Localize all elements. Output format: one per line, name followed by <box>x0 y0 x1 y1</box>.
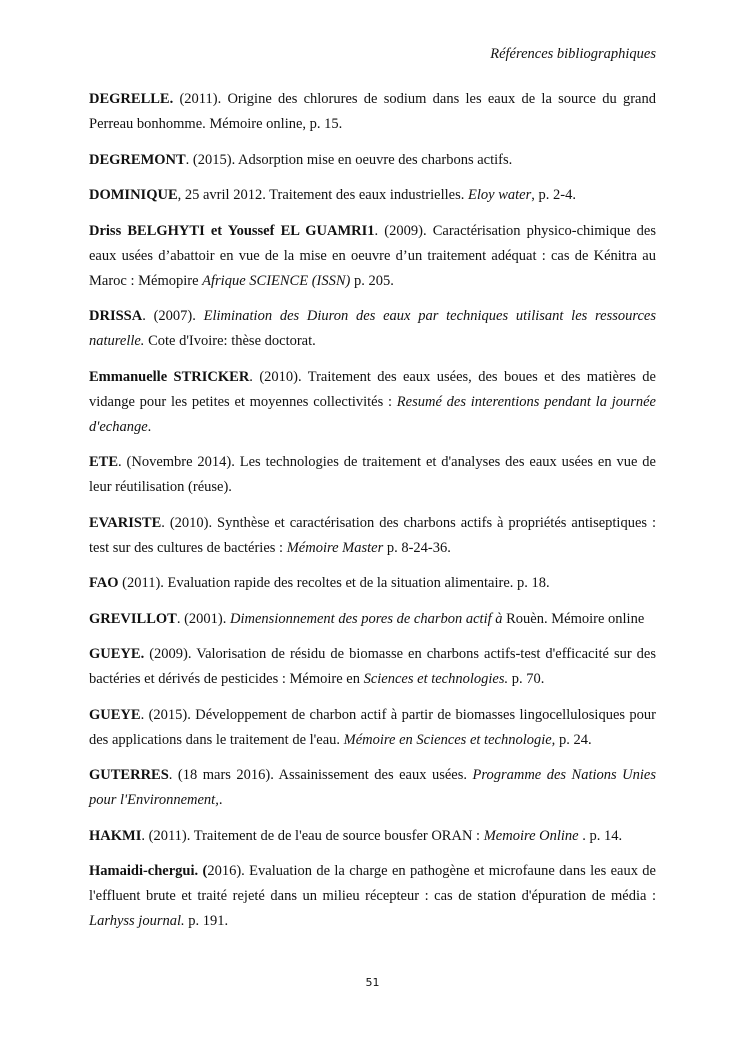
reference-author: HAKMI <box>89 827 142 844</box>
reference-author: FAO <box>89 575 119 591</box>
reference-text: p. 24. <box>555 731 592 748</box>
reference-author: GUTERRES <box>89 767 169 783</box>
reference-text: . (18 mars 2016). Assainissement des eaux usées. <box>168 767 473 783</box>
reference-author: Emmanuelle STRICKER <box>89 368 250 385</box>
reference-text: (2011). Evaluation rapide des recoltes et de la situation alimentaire. p. 18. <box>118 575 550 591</box>
reference-text: Cote d'Ivoire: thèse doctorat. <box>144 333 316 349</box>
reference-author: ETE <box>89 454 119 470</box>
reference-source: Memoire Online <box>483 827 579 844</box>
reference-grevillot <box>89 607 656 632</box>
reference-degrelle <box>89 87 656 137</box>
reference-text: p. 205. <box>350 272 394 289</box>
reference-text: , p. 2-4. <box>531 187 576 203</box>
reference-source: Programme des Nations Unies pour l'Environnement, <box>89 767 656 808</box>
reference-fao <box>89 571 656 596</box>
reference-stricker <box>89 365 656 440</box>
reference-author: GUEYE <box>89 706 141 723</box>
reference-text: , 25 avril 2012. Traitement des eaux industrielles. <box>177 187 468 203</box>
reference-text: . (2007). <box>142 308 204 324</box>
reference-hakmi <box>89 824 656 849</box>
reference-text: . <box>218 792 223 808</box>
reference-author: DOMINIQUE <box>89 187 178 203</box>
reference-text: 2016). Evaluation de la charge en pathogène et microfaune dans les eaux de l'effluent brute et traité rejeté dans un milieu récepteur : cas de station d'épuration de média : <box>89 863 656 904</box>
page-number: 51 <box>365 976 380 989</box>
reference-text: . (2010). Traitement des eaux usées, des boues et des matières de vidange pour les petites et moyennes collectivités : <box>89 368 656 410</box>
reference-source: Eloy water <box>468 187 532 203</box>
reference-author: EVARISTE <box>89 514 162 531</box>
reference-source: Resumé des interentions pendant la journée d'echange <box>89 393 656 435</box>
reference-text: . (2015). Adsorption mise en oeuvre des charbons actifs. <box>185 151 513 168</box>
reference-text: . (Novembre 2014). Les technologies de traitement et d'analyses des eaux usées en vue de leur réutilisation (réuse). <box>89 454 656 495</box>
reference-author: DEGREMONT <box>89 151 186 168</box>
reference-list <box>89 87 656 945</box>
reference-text: . (2009). Caractérisation physico-chimique des eaux usées d’abattoir en vue de la mise en oeuvre d’un traitement adéquat : cas de Kénitra au Maroc : Mémopire <box>89 222 656 289</box>
reference-belghyti-el-guamri <box>89 219 656 294</box>
reference-evariste <box>89 511 656 561</box>
reference-degremont <box>89 148 656 173</box>
reference-source: Elimination des Diuron des eaux par techniques utilisant les ressources naturelle. <box>89 308 656 349</box>
reference-source: Mémoire en Sciences et technologie, <box>343 731 556 748</box>
reference-author: GUEYE. <box>89 646 145 662</box>
running-header: Références bibliographiques <box>490 46 656 62</box>
reference-text: Rouèn. Mémoire online <box>502 610 645 627</box>
reference-source: Larhyss journal. <box>89 913 185 929</box>
reference-author: Driss BELGHYTI et Youssef EL GUAMRI1 <box>89 222 375 239</box>
reference-author: DEGRELLE. <box>89 91 174 107</box>
reference-text: (2009). Valorisation de résidu de biomasse en charbons actifs-test d'efficacité sur des bactéries et dérivés de pesticides : Mémoire en <box>89 646 656 687</box>
reference-source: Afrique SCIENCE (ISSN) <box>202 272 351 289</box>
reference-hamaidi-chergui <box>89 859 656 934</box>
reference-text: . p. 14. <box>578 827 623 844</box>
reference-source: Sciences et technologies. <box>363 671 509 687</box>
reference-text: . (2011). Traitement de de l'eau de source bousfer ORAN : <box>141 827 484 844</box>
reference-guterres <box>89 763 656 813</box>
reference-text: . (2001). <box>176 610 231 627</box>
reference-drissa <box>89 304 656 354</box>
reference-gueye-2015 <box>89 703 656 753</box>
reference-text: . <box>147 418 152 435</box>
reference-text: p. 8-24-36. <box>383 539 451 556</box>
reference-text: (2011). Origine des chlorures de sodium dans les eaux de la source du grand Perreau bonhomme. Mémoire online, p. 15. <box>89 91 656 132</box>
reference-author: GREVILLOT <box>89 610 177 627</box>
reference-author: DRISSA <box>89 308 143 324</box>
reference-author: Hamaidi-chergui. ( <box>89 863 208 879</box>
reference-source: Dimensionnement des pores de charbon actif à <box>230 610 503 627</box>
reference-ete <box>89 450 656 500</box>
reference-text: . (2010). Synthèse et caractérisation des charbons actifs à propriétés antiseptiques : test sur des cultures de bactéries : <box>89 514 656 556</box>
reference-dominique <box>89 183 656 208</box>
reference-text: p. 191. <box>184 913 229 929</box>
reference-gueye-2009 <box>89 642 656 692</box>
reference-source: Mémoire Master <box>286 539 384 556</box>
reference-text: p. 70. <box>508 671 545 687</box>
reference-text: . (2015). Développement de charbon actif à partir de biomasses lingocellulosiques pour des applications dans le traitement de l'eau. <box>89 706 656 748</box>
